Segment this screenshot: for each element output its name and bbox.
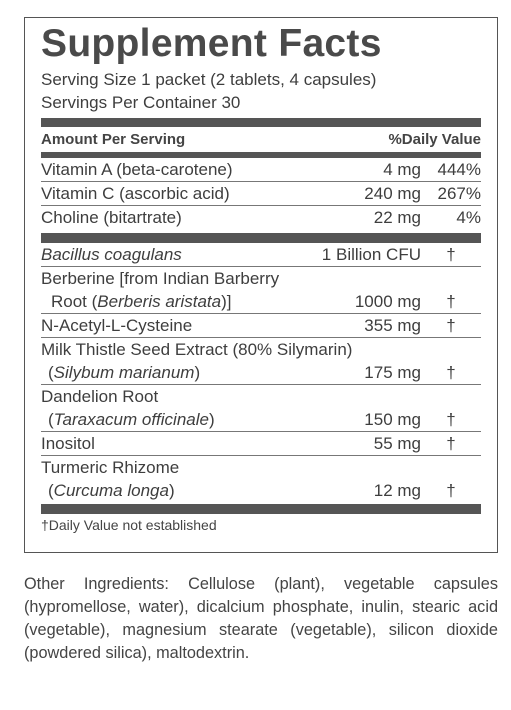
ingredient-name-line1: Dandelion Root <box>41 387 159 406</box>
ingredient-daily-value: † <box>446 292 456 311</box>
ingredient-amount: 355 mg <box>364 316 421 335</box>
ingredient-name-line2: Root (Berberis aristata)] <box>51 292 232 311</box>
ingredient-row <box>41 266 481 313</box>
nutrient-name: Vitamin A (beta-carotene) <box>41 160 233 179</box>
ingredient-row <box>41 313 481 337</box>
ingredient-amount: 150 mg <box>364 410 421 429</box>
supplement-facts-panel <box>24 17 498 553</box>
divider-thick <box>41 118 481 127</box>
amount-per-serving-label: Amount Per Serving <box>41 131 186 148</box>
ingredient-row <box>41 384 481 431</box>
nutrient-daily-value: 4% <box>456 208 481 227</box>
ingredient-name-line2: (Curcuma longa) <box>48 481 175 500</box>
nutrient-daily-value: 444% <box>437 160 481 179</box>
nutrient-row <box>41 181 481 205</box>
ingredient-name: Bacillus coagulans <box>41 245 182 264</box>
column-header <box>41 127 481 152</box>
nutrient-amount: 4 mg <box>383 160 421 179</box>
ingredient-name-line2: (Taraxacum officinale) <box>48 410 215 429</box>
ingredient-daily-value: † <box>446 245 456 264</box>
divider-thick <box>41 233 481 243</box>
servings-per-container: Servings Per Container 30 <box>41 93 241 112</box>
ingredient-row <box>41 455 481 502</box>
nutrient-name: Vitamin C (ascorbic acid) <box>41 184 230 203</box>
supplement-facts-content <box>41 18 481 536</box>
nutrient-amount: 240 mg <box>364 184 421 203</box>
ingredient-name: N-Acetyl-L-Cysteine <box>41 316 193 335</box>
nutrient-daily-value: 267% <box>437 184 481 203</box>
serving-size: Serving Size 1 packet (2 tablets, 4 capsules) <box>41 70 377 89</box>
ingredient-daily-value: † <box>446 316 456 335</box>
panel-title: Supplement Facts <box>41 22 382 65</box>
ingredient-name-line1: Turmeric Rhizome <box>41 458 180 477</box>
ingredient-amount: 1000 mg <box>354 292 421 311</box>
other-ingredients: Other Ingredients: Cellulose (plant), vegetable capsules (hypromellose, water), dicalcium phosphate, inulin, stearic acid (vegetable), magnesium stearate (vegetable), silicon dioxide (powdered silica), maltodextrin. <box>24 575 498 662</box>
divider-thick <box>41 504 481 514</box>
ingredient-amount: 55 mg <box>373 434 421 453</box>
ingredient-name-line1: Milk Thistle Seed Extract (80% Silymarin) <box>41 340 353 359</box>
ingredient-name: Inositol <box>41 434 95 453</box>
ingredient-name-line1: Berberine [from Indian Barberry <box>41 269 280 288</box>
ingredient-row <box>41 431 481 455</box>
ingredient-name-line2: (Silybum marianum) <box>48 363 201 382</box>
ingredient-row <box>41 243 481 266</box>
nutrient-amount: 22 mg <box>373 208 421 227</box>
ingredient-daily-value: † <box>446 363 456 382</box>
footnote: †Daily Value not established <box>41 517 217 533</box>
ingredient-daily-value: † <box>446 410 456 429</box>
ingredient-amount: 12 mg <box>373 481 421 500</box>
nutrient-name: Choline (bitartrate) <box>41 208 182 227</box>
ingredient-daily-value: † <box>446 434 456 453</box>
ingredient-daily-value: † <box>446 481 456 500</box>
nutrient-row <box>41 158 481 181</box>
daily-value-label: %Daily Value <box>388 131 481 148</box>
nutrient-row <box>41 205 481 229</box>
ingredient-amount: 1 Billion CFU <box>321 245 421 264</box>
ingredient-list <box>41 243 481 502</box>
vitamin-list <box>41 158 481 229</box>
ingredient-row <box>41 337 481 384</box>
ingredient-amount: 175 mg <box>364 363 421 382</box>
